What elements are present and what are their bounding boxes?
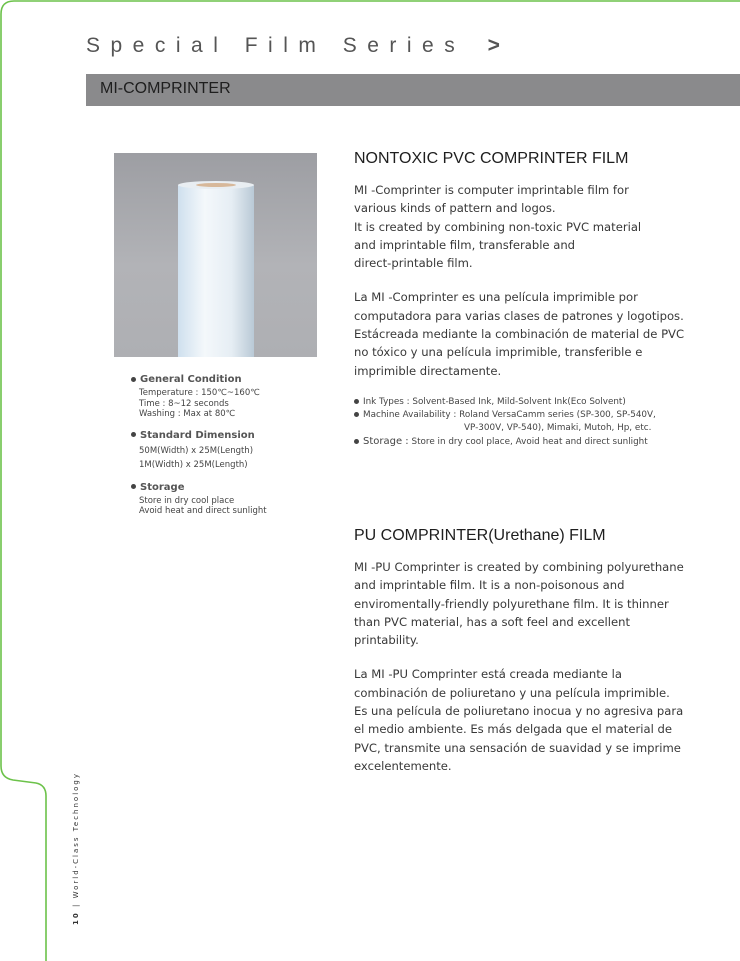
bullet-icon [354,399,359,404]
spec-line: Avoid heat and direct sunlight [139,506,267,516]
spec-line: Temperature : 150℃~160℃ [139,388,260,398]
left-specs [131,374,311,527]
ink-types: Ink Types : Solvent-Based Ink, Mild-Solvent Ink(Eco Solvent) [354,396,694,409]
product-title: NONTOXIC PVC COMPRINTER FILM [354,150,629,167]
film-roll-image [114,153,317,357]
footer-vertical [72,772,80,925]
bullet-icon [354,439,359,444]
page-number: 10 [72,911,80,925]
section-title: MI-COMPRINTER [100,80,231,97]
arrow-icon: > [487,34,511,57]
bullet-icon [131,377,136,382]
description-es: La MI -Comprinter es una película imprimible por computadora para varias clases de patrones y logotipos. Estácreada mediante la combinación de material de PVC no tóxico y una película imprimible, transferible e imprimible directamente. [354,290,685,378]
storage-note: Storage : Store in dry cool place, Avoid heat and direct sunlight [354,435,694,449]
product-specs [354,396,694,449]
bullet-icon [354,412,359,417]
spec-line: Store in dry cool place [139,495,235,506]
description-en: MI -PU Comprinter is created by combining polyurethane and imprintable film. It is a non-poisonous and enviromentally-friendly polyurethane film. It is thinner than PVC material, has a soft feel and excellent printability. [354,560,684,648]
series-title: Special Film Series > [86,34,511,57]
description-en: MI -Comprinter is computer imprintable film for various kinds of pattern and logos. It is created by combining non-toxic PVC material and imprintable film, transferable and direct-printable film. [354,183,642,271]
machine-availability-cont: VP-300V, VP-540), Mimaki, Mutoh, Hp, etc. [464,422,652,433]
spec-line: Washing : Max at 80℃ [139,409,236,419]
spec-line: Time : 8~12 seconds [139,398,229,409]
general-condition: General Condition Temperature : 150℃~160℃ Time : 8~12 seconds Washing : Max at 80℃ [131,374,311,420]
product-1 [354,150,694,449]
spec-line: 1M(Width) x 25M(Length) [139,459,248,470]
product-photo [114,153,317,357]
spec-line: 50M(Width) x 25M(Length) [139,445,254,456]
footer-tagline: World-Class Technology [72,771,80,899]
machine-availability: Machine Availability : Roland VersaCamm series (SP-300, SP-540V, [354,409,694,422]
standard-dimension: Standard Dimension 50M(Width) x 25M(Length) 1M(Width) x 25M(Length) [131,430,311,472]
bullet-icon [131,484,136,489]
storage: Storage Store in dry cool place Avoid heat and direct sunlight [131,482,311,517]
description-es: La MI -PU Comprinter está creada mediante la combinación de poliuretano y una película imprimible. Es una película de poliuretano inocua y no agresiva para el medio ambiente. Es más delgada que el material de PVC, transmite una sensación de suavidad y se imprime excelentemente. [354,667,684,773]
product-title: PU COMPRINTER(Urethane) FILM [354,527,606,544]
product-2 [354,527,694,791]
bullet-icon [131,432,136,437]
footer-separator: | [72,902,80,908]
section-bar [86,74,740,106]
